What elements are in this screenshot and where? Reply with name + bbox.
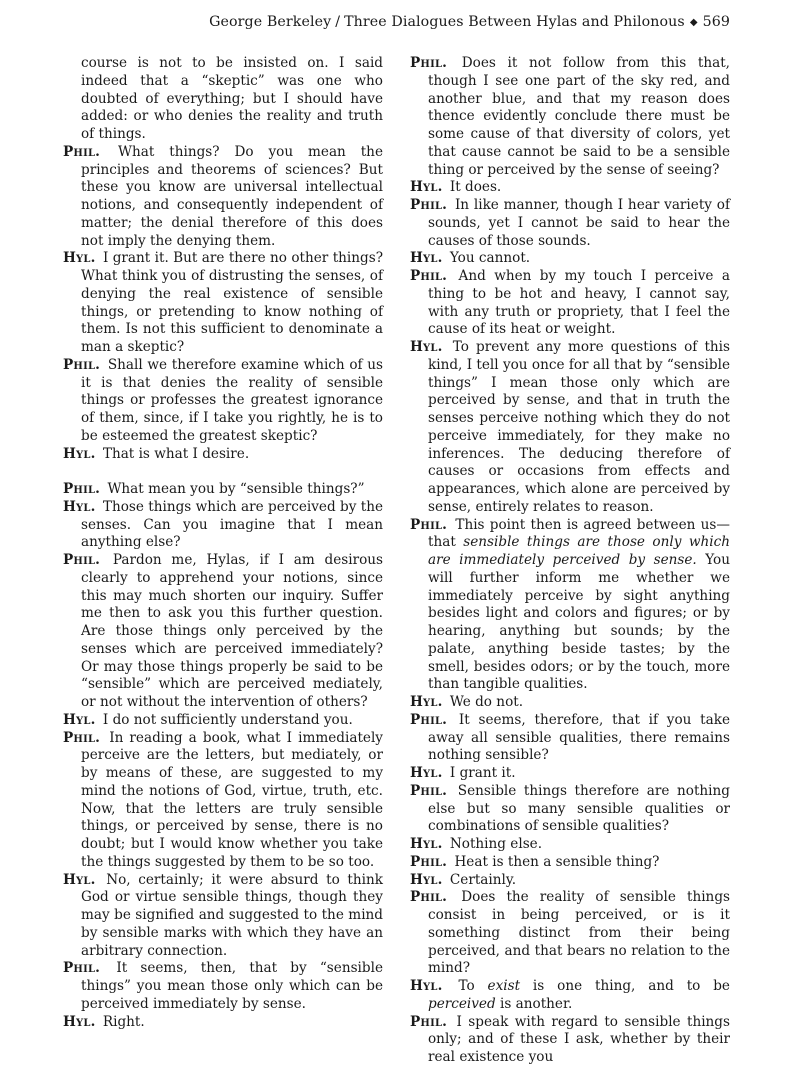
dialogue-paragraph (410, 1014, 730, 1067)
emphasized-text: perceived (428, 995, 496, 1012)
paragraph-text: Shall we therefore examine which of us it is that denies the reality of sensible things or professes the greatest ignorance of them, since, if I take you rightly, he is to be esteemed the greatest skeptic? (81, 356, 383, 444)
paragraph-text: That is what I desire. (102, 445, 250, 462)
dialogue-paragraph (63, 446, 383, 464)
speaker-label: Phil. (410, 711, 448, 728)
speaker-label: Phil. (410, 55, 448, 71)
dialogue-paragraph (410, 712, 730, 765)
speaker-label: Phil. (410, 268, 448, 284)
paragraph-text: No, certainly; it were absurd to think God or virtue sensible things, though they may be signified and suggested to the mind by sensible marks with which they have an arbitrary connection. (81, 871, 383, 959)
paragraph-text: What mean you by “sensible things?” (107, 481, 365, 497)
speaker-label: Phil. (410, 1013, 448, 1030)
dialogue-paragraph (63, 712, 383, 730)
dialogue-paragraph (63, 552, 383, 712)
paragraph-text: I speak with regard to sensible things only; and of these I ask, whether by their real existence you (428, 1013, 730, 1065)
dialogue-paragraph (410, 978, 730, 1014)
paragraph-text: It seems, therefore, that if you take away all sensible qualities, there remains nothing sensible? (428, 711, 731, 764)
header-author: George Berkeley (209, 14, 332, 30)
paragraph-text: Pardon me, Hylas, if I am desirous clearly to apprehend your notions, since this may much shorten our inquiry. Suffer me then to ask you this further question. Are those things only perceived by the senses which are perceived immediately? Or may those things properly be said to be “sensible” which are perceived mediately, or not without the intervention of others? (81, 552, 383, 710)
right-column (410, 55, 730, 1067)
paragraph-text: Right. (102, 1013, 145, 1030)
speaker-label: Hyl. (63, 1013, 96, 1030)
dialogue-paragraph (410, 694, 730, 712)
speaker-label: Hyl. (63, 711, 96, 728)
paragraph-text: course is not to be insisted on. I said indeed that a “skeptic” was one who doubted of everything; but I should have added: or who denies the reality and truth of things. (81, 55, 383, 142)
emphasized-text: exist (487, 978, 521, 994)
dialogue-paragraph (410, 889, 730, 978)
paragraph-text (428, 978, 730, 1012)
header-title: Three Dialogues Between Hylas and Philonous (344, 14, 685, 30)
paragraph-text (428, 517, 730, 693)
dialogue-paragraph (63, 481, 383, 499)
paragraph-text: I grant it. (449, 765, 516, 781)
speaker-label: Hyl. (410, 179, 443, 196)
dialogue-paragraph (63, 250, 383, 357)
page-number: 569 (702, 14, 730, 30)
speaker-label: Phil. (63, 729, 101, 746)
speaker-label: Hyl. (410, 871, 443, 888)
speaker-label: Phil. (63, 356, 101, 373)
dialogue-paragraph (410, 765, 730, 783)
speaker-label: Phil. (63, 143, 101, 160)
paragraph-text: You cannot. (449, 250, 531, 267)
text-segment: is another. (495, 995, 573, 1012)
text-segment: To (458, 978, 488, 994)
speaker-label: Hyl. (63, 250, 96, 267)
speaker-label: Phil. (410, 516, 448, 533)
paragraph-text: I grant it. But are there no other things? What think you of distrusting the senses, of denying the real existence of sensible things, or pretending to know nothing of them. Is not this sufficient to denominate a man a skeptic? (81, 250, 383, 355)
running-header (209, 14, 730, 30)
paragraph-text: Those things which are perceived by the senses. Can you imagine that I mean anything else? (81, 498, 383, 551)
paragraph-text: Nothing else. (449, 836, 543, 852)
paragraph-text: In like manner, though I hear variety of sounds, yet I cannot be said to hear the causes of those sounds. (428, 197, 730, 249)
dialogue-paragraph (410, 250, 730, 268)
dialogue-paragraph (63, 55, 383, 144)
speaker-label: Hyl. (410, 250, 443, 267)
paragraph-text: Heat is then a sensible thing? (454, 853, 660, 870)
speaker-label: Hyl. (410, 836, 443, 852)
paragraph-text: We do not. (449, 694, 524, 710)
text-after-emphasis: You will further inform me whether we immediately perceive by sight anything besides light and colors and figures; or by hearing, anything but sounds; by the palate, anything beside tastes; by the smell, besides odors; or by the touch, more than tangible qualities. (428, 552, 730, 693)
dialogue-paragraph (410, 783, 730, 836)
speaker-label: Phil. (410, 197, 448, 213)
dialogue-paragraph (63, 730, 383, 872)
dialogue-paragraph (63, 872, 383, 961)
paragraph-text: What things? Do you mean the principles and theorems of sciences? But these you know are universal intellectual notions, and consequently independent of matter; the denial therefore of this does not imply the denying them. (81, 143, 383, 249)
paragraph-text: And when by my touch I perceive a thing to be hot and heavy, I cannot say, with any truth or propriety, that I feel the cause of its heat or weight. (428, 268, 730, 338)
speaker-label: Phil. (63, 481, 101, 497)
dialogue-paragraph (410, 872, 730, 890)
dialogue-paragraph (63, 499, 383, 552)
dialogue-paragraph (63, 960, 383, 1013)
speaker-label: Hyl. (63, 445, 96, 462)
dialogue-paragraph (63, 357, 383, 446)
dialogue-paragraph (410, 517, 730, 695)
dialogue-paragraph (63, 1014, 383, 1032)
speaker-label: Phil. (410, 889, 448, 906)
speaker-label: Hyl. (410, 694, 443, 710)
paragraph-text: To prevent any more questions of this kind, I tell you once for all that by “sensible things” I mean those only which are perceived by sense, and that in truth the senses perceive nothing which they do not perceive immediately, for they make no inferences. The deducing therefore of causes or occasions from effects and appearances, which alone are perceived by sense, entirely relates to reason. (428, 339, 730, 515)
emphasized-text: sensible things are those only which are immediately perceived by sense. (428, 534, 730, 568)
speaker-label: Phil. (410, 853, 448, 870)
dialogue-paragraph (410, 339, 730, 517)
paragraph-text: It seems, then, that by “sensible things” you mean those only which can be perceived immediately by sense. (81, 960, 384, 1012)
paragraph-text: Does it not follow from this that, though I see one part of the sky red, and another blue, and that my reason does thence evidently conclude there must be some cause of that diversity of colors, yet that cause cannot be said to be a sensible thing or perceived by the sense of seeing? (428, 55, 730, 178)
dialogue-paragraph (63, 144, 383, 251)
text-segment: is one thing, and to be (520, 978, 730, 994)
paragraph-text: Certainly. (449, 871, 517, 888)
speaker-label: Hyl. (63, 498, 96, 515)
paragraph-text: In reading a book, what I immediately perceive are the letters, but mediately, or by means of these, are suggested to my mind the notions of God, virtue, truth, etc. Now, that the letters are truly sensible things, or perceived by sense, there is no doubt; but I would know whether you take the things suggested by them to be so too. (81, 729, 383, 870)
speaker-label: Hyl. (410, 765, 443, 781)
text-before-emphasis: This point then is agreed between us—that (428, 516, 730, 551)
paragraph-text: I do not sufficiently understand you. (102, 711, 353, 728)
dialogue-paragraph (410, 55, 730, 179)
speaker-label: Hyl. (63, 871, 96, 888)
paragraph-text: It does. (449, 179, 502, 196)
speaker-label: Phil. (410, 782, 448, 799)
dialogue-paragraph (410, 179, 730, 197)
speaker-label: Phil. (63, 552, 101, 568)
paragraph-text: Does the reality of sensible things consist in being perceived, or is it something distinct from their being perceived, and that bears no relation to the mind? (428, 889, 730, 977)
diamond-ornament-icon: ◆ (689, 17, 698, 28)
speaker-label: Phil. (63, 960, 101, 977)
dialogue-paragraph (410, 268, 730, 339)
header-separator: / (335, 14, 341, 30)
dialogue-paragraph (410, 197, 730, 250)
dialogue-paragraph (410, 836, 730, 854)
left-column (63, 55, 383, 1031)
dialogue-paragraph (410, 854, 730, 872)
speaker-label: Hyl. (410, 978, 443, 994)
paragraph-text: Sensible things therefore are nothing else but so many sensible qualities or combinations of sensible qualities? (428, 782, 730, 835)
speaker-label: Hyl. (410, 339, 443, 355)
